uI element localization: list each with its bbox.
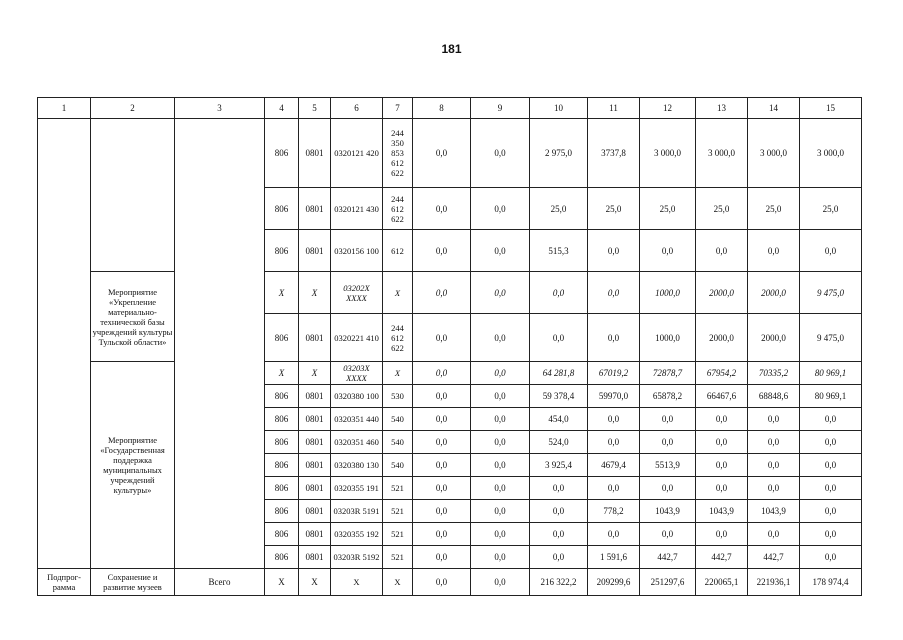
cell-c9: 0,0 — [471, 362, 530, 385]
cell-c12: 442,7 — [640, 546, 696, 569]
cell-c5: Х — [299, 569, 331, 596]
cell-c15: 0,0 — [800, 431, 862, 454]
cell-c7: 244 350 853 612 622 — [383, 119, 413, 188]
cell-c12: 0,0 — [640, 408, 696, 431]
cell-c7: Х — [383, 569, 413, 596]
cell-c9: 0,0 — [471, 546, 530, 569]
cell-c6: 0320355 191 — [331, 477, 383, 500]
cell-c6: 0320121 430 — [331, 188, 383, 230]
event-1-label: Мероприятие «Укрепление материально-технической базы учреждений культуры Тульской области» — [91, 272, 175, 362]
cell-c14: 0,0 — [748, 477, 800, 500]
cell-c11: 3737,8 — [588, 119, 640, 188]
cell-c11: 0,0 — [588, 272, 640, 314]
cell-c12: 5513,9 — [640, 454, 696, 477]
cell-c13: 442,7 — [696, 546, 748, 569]
cell-c9: 0,0 — [471, 408, 530, 431]
cell-c10: 3 925,4 — [530, 454, 588, 477]
header-cell: 10 — [530, 98, 588, 119]
col3-empty-cell — [175, 119, 265, 569]
cell-c5: 0801 — [299, 477, 331, 500]
cell-c12: 0,0 — [640, 230, 696, 272]
cell-c4: 806 — [265, 188, 299, 230]
cell-c11: 25,0 — [588, 188, 640, 230]
cell-c12: 1000,0 — [640, 272, 696, 314]
cell-c14: 3 000,0 — [748, 119, 800, 188]
cell-c8: 0,0 — [413, 119, 471, 188]
cell-c10: 454,0 — [530, 408, 588, 431]
header-cell: 15 — [800, 98, 862, 119]
cell-c7: 530 — [383, 385, 413, 408]
cell-c14: 0,0 — [748, 408, 800, 431]
cell-c5: 0801 — [299, 230, 331, 272]
subprogram-total-row — [38, 569, 862, 596]
cell-c4: Х — [265, 362, 299, 385]
cell-c8: 0,0 — [413, 454, 471, 477]
header-cell: 12 — [640, 98, 696, 119]
cell-c15: 0,0 — [800, 454, 862, 477]
cell-c7: 521 — [383, 546, 413, 569]
cell-c8: 0,0 — [413, 500, 471, 523]
cell-c13: 2000,0 — [696, 314, 748, 362]
cell-c11: 0,0 — [588, 230, 640, 272]
cell-c6: Х — [331, 569, 383, 596]
cell-c15: 9 475,0 — [800, 272, 862, 314]
header-cell: 13 — [696, 98, 748, 119]
header-cell: 2 — [91, 98, 175, 119]
header-cell: 8 — [413, 98, 471, 119]
cell-c11: 0,0 — [588, 408, 640, 431]
table-row — [38, 362, 862, 385]
cell-c11: 209299,6 — [588, 569, 640, 596]
cell-c9: 0,0 — [471, 314, 530, 362]
page-number: 181 — [441, 42, 462, 56]
cell-c13: 2000,0 — [696, 272, 748, 314]
cell-c12: 0,0 — [640, 477, 696, 500]
cell-c4: 806 — [265, 314, 299, 362]
cell-c5: 0801 — [299, 385, 331, 408]
cell-c14: 1043,9 — [748, 500, 800, 523]
cell-c11: 4679,4 — [588, 454, 640, 477]
cell-c8: 0,0 — [413, 385, 471, 408]
header-cell: 1 — [38, 98, 91, 119]
cell-c9: 0,0 — [471, 431, 530, 454]
cell-c15: 9 475,0 — [800, 314, 862, 362]
cell-c13: 66467,6 — [696, 385, 748, 408]
cell-c7: Х — [383, 362, 413, 385]
cell-c14: 0,0 — [748, 230, 800, 272]
cell-c11: 59970,0 — [588, 385, 640, 408]
cell-c10: 515,3 — [530, 230, 588, 272]
cell-c9: 0,0 — [471, 500, 530, 523]
cell-c4: 806 — [265, 385, 299, 408]
cell-c10: 0,0 — [530, 272, 588, 314]
cell-c4: 806 — [265, 119, 299, 188]
cell-c5: 0801 — [299, 523, 331, 546]
cell-c14: 221936,1 — [748, 569, 800, 596]
cell-c5: Х — [299, 272, 331, 314]
cell-c4: 806 — [265, 477, 299, 500]
header-row — [38, 98, 862, 119]
cell-c13: 0,0 — [696, 477, 748, 500]
cell-c8: 0,0 — [413, 431, 471, 454]
cell-c12: 0,0 — [640, 523, 696, 546]
cell-c15: 80 969,1 — [800, 362, 862, 385]
cell-c5: 0801 — [299, 500, 331, 523]
cell-c6: 03203R 5191 — [331, 500, 383, 523]
cell-c8: 0,0 — [413, 272, 471, 314]
cell-c7: 540 — [383, 454, 413, 477]
cell-c10: 0,0 — [530, 500, 588, 523]
total-label: Всего — [175, 569, 265, 596]
cell-c6: 0320121 420 — [331, 119, 383, 188]
cell-c8: 0,0 — [413, 408, 471, 431]
cell-c12: 0,0 — [640, 431, 696, 454]
cell-c7: 521 — [383, 523, 413, 546]
cell-c4: 806 — [265, 230, 299, 272]
cell-c11: 0,0 — [588, 431, 640, 454]
cell-c14: 0,0 — [748, 454, 800, 477]
cell-c13: 220065,1 — [696, 569, 748, 596]
cell-c13: 0,0 — [696, 408, 748, 431]
cell-c7: 521 — [383, 500, 413, 523]
cell-c13: 0,0 — [696, 523, 748, 546]
cell-c4: Х — [265, 569, 299, 596]
cell-c13: 0,0 — [696, 431, 748, 454]
cell-c5: 0801 — [299, 546, 331, 569]
cell-c9: 0,0 — [471, 230, 530, 272]
cell-c15: 0,0 — [800, 477, 862, 500]
cell-c8: 0,0 — [413, 362, 471, 385]
cell-c7: 540 — [383, 408, 413, 431]
cell-c13: 1043,9 — [696, 500, 748, 523]
cell-c10: 59 378,4 — [530, 385, 588, 408]
header-cell: 9 — [471, 98, 530, 119]
cell-c13: 3 000,0 — [696, 119, 748, 188]
cell-c6: 0320156 100 — [331, 230, 383, 272]
cell-c6: 0320380 130 — [331, 454, 383, 477]
cell-c11: 0,0 — [588, 477, 640, 500]
cell-c12: 3 000,0 — [640, 119, 696, 188]
header-cell: 3 — [175, 98, 265, 119]
cell-c6: 03203Х ХХХХ — [331, 362, 383, 385]
cell-c13: 25,0 — [696, 188, 748, 230]
cell-c8: 0,0 — [413, 569, 471, 596]
cell-c6: 0320355 192 — [331, 523, 383, 546]
event-2-label: Мероприятие «Государственная поддержка муниципальных учреждений культуры» — [91, 362, 175, 569]
cell-c8: 0,0 — [413, 314, 471, 362]
cell-c7: 521 — [383, 477, 413, 500]
cell-c7: 244 612 622 — [383, 314, 413, 362]
cell-c10: 524,0 — [530, 431, 588, 454]
header-cell: 5 — [299, 98, 331, 119]
col1-empty-cell — [38, 119, 91, 569]
cell-c9: 0,0 — [471, 119, 530, 188]
cell-c12: 1043,9 — [640, 500, 696, 523]
cell-c10: 0,0 — [530, 314, 588, 362]
cell-c10: 216 322,2 — [530, 569, 588, 596]
cell-c15: 3 000,0 — [800, 119, 862, 188]
cell-c14: 442,7 — [748, 546, 800, 569]
cell-c9: 0,0 — [471, 477, 530, 500]
cell-c10: 0,0 — [530, 546, 588, 569]
cell-c15: 0,0 — [800, 546, 862, 569]
cell-c6: 0320351 440 — [331, 408, 383, 431]
cell-c11: 67019,2 — [588, 362, 640, 385]
header-cell: 11 — [588, 98, 640, 119]
header-cell: 4 — [265, 98, 299, 119]
cell-c12: 65878,2 — [640, 385, 696, 408]
header-cell: 7 — [383, 98, 413, 119]
cell-c15: 0,0 — [800, 408, 862, 431]
cell-c7: 612 — [383, 230, 413, 272]
cell-c6: 0320351 460 — [331, 431, 383, 454]
cell-c4: 806 — [265, 431, 299, 454]
cell-c5: 0801 — [299, 454, 331, 477]
cell-c15: 0,0 — [800, 230, 862, 272]
cell-c5: 0801 — [299, 431, 331, 454]
cell-c8: 0,0 — [413, 188, 471, 230]
cell-c8: 0,0 — [413, 230, 471, 272]
col2-empty-cell — [91, 119, 175, 272]
cell-c12: 72878,7 — [640, 362, 696, 385]
cell-c9: 0,0 — [471, 454, 530, 477]
cell-c14: 2000,0 — [748, 314, 800, 362]
cell-c14: 0,0 — [748, 523, 800, 546]
cell-c14: 2000,0 — [748, 272, 800, 314]
cell-c12: 1000,0 — [640, 314, 696, 362]
table-row — [38, 119, 862, 188]
cell-c15: 25,0 — [800, 188, 862, 230]
subprogram-name: Сохранение и развитие музеев — [91, 569, 175, 596]
header-cell: 6 — [331, 98, 383, 119]
cell-c8: 0,0 — [413, 546, 471, 569]
cell-c10: 25,0 — [530, 188, 588, 230]
cell-c5: Х — [299, 362, 331, 385]
cell-c8: 0,0 — [413, 523, 471, 546]
cell-c5: 0801 — [299, 408, 331, 431]
cell-c4: 806 — [265, 454, 299, 477]
cell-c6: 03203R 5192 — [331, 546, 383, 569]
cell-c13: 0,0 — [696, 454, 748, 477]
cell-c9: 0,0 — [471, 272, 530, 314]
cell-c4: Х — [265, 272, 299, 314]
cell-c10: 2 975,0 — [530, 119, 588, 188]
cell-c4: 806 — [265, 408, 299, 431]
cell-c9: 0,0 — [471, 523, 530, 546]
cell-c10: 64 281,8 — [530, 362, 588, 385]
cell-c14: 70335,2 — [748, 362, 800, 385]
cell-c11: 0,0 — [588, 314, 640, 362]
cell-c6: 03202Х ХХХХ — [331, 272, 383, 314]
cell-c12: 251297,6 — [640, 569, 696, 596]
cell-c14: 68848,6 — [748, 385, 800, 408]
cell-c14: 0,0 — [748, 431, 800, 454]
table-row — [38, 272, 862, 314]
cell-c9: 0,0 — [471, 188, 530, 230]
cell-c13: 0,0 — [696, 230, 748, 272]
cell-c4: 806 — [265, 546, 299, 569]
cell-c14: 25,0 — [748, 188, 800, 230]
cell-c5: 0801 — [299, 188, 331, 230]
cell-c7: Х — [383, 272, 413, 314]
cell-c7: 244 612 622 — [383, 188, 413, 230]
cell-c10: 0,0 — [530, 477, 588, 500]
cell-c8: 0,0 — [413, 477, 471, 500]
cell-c11: 0,0 — [588, 523, 640, 546]
cell-c6: 0320221 410 — [331, 314, 383, 362]
cell-c12: 25,0 — [640, 188, 696, 230]
cell-c5: 0801 — [299, 314, 331, 362]
cell-c7: 540 — [383, 431, 413, 454]
cell-c15: 178 974,4 — [800, 569, 862, 596]
cell-c15: 80 969,1 — [800, 385, 862, 408]
cell-c4: 806 — [265, 500, 299, 523]
budget-table — [37, 97, 862, 596]
cell-c5: 0801 — [299, 119, 331, 188]
cell-c15: 0,0 — [800, 523, 862, 546]
subprogram-label: Подпрог-рамма — [38, 569, 91, 596]
cell-c6: 0320380 100 — [331, 385, 383, 408]
cell-c4: 806 — [265, 523, 299, 546]
cell-c10: 0,0 — [530, 523, 588, 546]
header-cell: 14 — [748, 98, 800, 119]
cell-c9: 0,0 — [471, 569, 530, 596]
cell-c11: 1 591,6 — [588, 546, 640, 569]
cell-c9: 0,0 — [471, 385, 530, 408]
cell-c13: 67954,2 — [696, 362, 748, 385]
cell-c11: 778,2 — [588, 500, 640, 523]
cell-c15: 0,0 — [800, 500, 862, 523]
